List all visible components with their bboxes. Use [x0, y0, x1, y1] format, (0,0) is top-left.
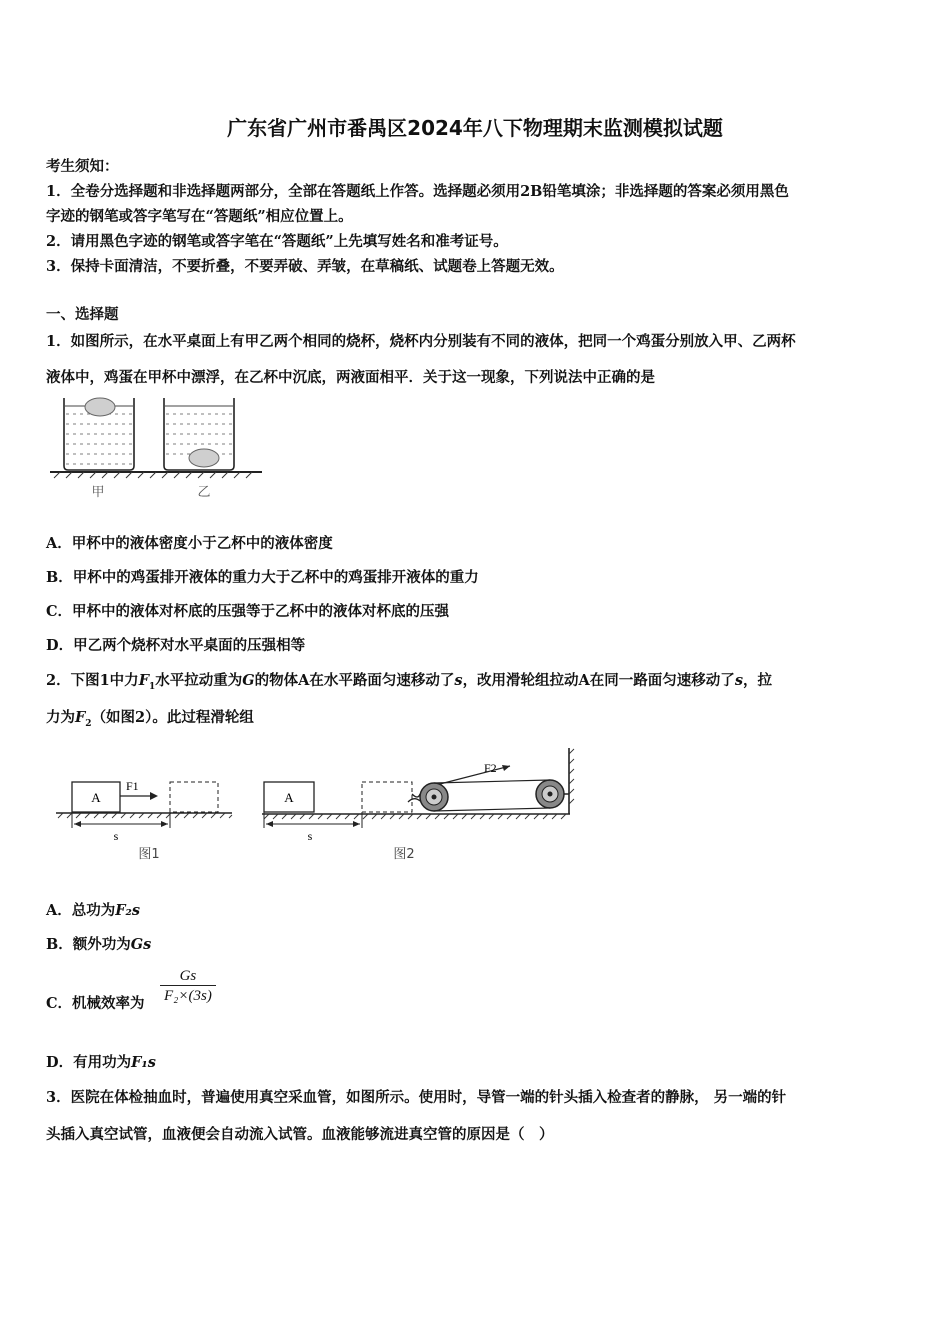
svg-text:F2: F2: [484, 761, 497, 775]
question-1-stem: 液体中，鸡蛋在甲杯中漂浮，在乙杯中沉底，两液面相平．关于这一现象，下列说法中正确的是: [46, 369, 655, 386]
section-heading: 一、选择题: [46, 306, 119, 323]
svg-text:A: A: [91, 790, 101, 805]
option-a: A．甲杯中的液体密度小于乙杯中的液体密度: [46, 535, 333, 552]
question-2-stem: 力为$F_2$（如图2）。此过程滑轮组: [46, 709, 254, 729]
option-d: D．甲乙两个烧杯对水平桌面的压强相等: [46, 637, 306, 654]
svg-text:s: s: [307, 829, 313, 843]
notice-item: 字迹的钢笔或答字笔写在“答题纸”相应位置上。: [46, 208, 353, 225]
page-title: 广东省广州市番禺区2024年八下物理期末监测模拟试题: [227, 116, 723, 140]
question-3-stem: 头插入真空试管，血液便会自动流入试管。血液能够流进真空管的原因是（ ）: [46, 1126, 554, 1143]
option-c: C．机械效率为: [46, 995, 145, 1012]
svg-text:A: A: [284, 790, 294, 805]
svg-text:F1: F1: [126, 779, 139, 793]
figure-2: [258, 744, 578, 866]
notice-item: 2．请用黑色字迹的钢笔或答字笔在“答题纸”上先填写姓名和准考证号。: [46, 233, 508, 250]
efficiency-fraction: $\frac{Gs}{\text{F₂×(3s)}}$: [160, 968, 216, 1005]
question-1-stem: 1．如图所示，在水平桌面上有甲乙两个相同的烧杯，烧杯内分别装有不同的液体，把同一个鸡蛋分别放入甲、乙两杯: [46, 333, 796, 350]
notice-heading: 考生须知：: [46, 158, 119, 175]
svg-text:图2: 图2: [393, 847, 415, 862]
label-yi: 乙: [197, 485, 211, 500]
question-3-stem: 3．医院在体检抽血时，普遍使用真空采血管，如图所示。使用时，导管一端的针头插入检查者的静脉， 另一端的针: [46, 1089, 787, 1106]
egg-sinking: [189, 449, 219, 467]
option-b: B．甲杯中的鸡蛋排开液体的重力大于乙杯中的鸡蛋排开液体的重力: [46, 569, 479, 586]
egg-floating: [85, 398, 115, 416]
option-c: C．甲杯中的液体对杯底的压强等于乙杯中的液体对杯底的压强: [46, 603, 450, 620]
label-jia: 甲: [91, 485, 105, 500]
beakers-figure: [46, 392, 266, 504]
notice-item: 1．全卷分选择题和非选择题两部分，全部在答题纸上作答。选择题必须用2B铅笔填涂；非选择题的答案必须用黑色: [46, 183, 789, 200]
notice-item: 3．保持卡面清洁，不要折叠，不要弄破、弄皱，在草稿纸、试题卷上答题无效。: [46, 258, 564, 275]
option-b: B．额外功为Gs: [46, 936, 152, 953]
svg-text:s: s: [113, 829, 119, 843]
figure-1: [54, 770, 244, 866]
svg-text:图1: 图1: [138, 847, 160, 862]
option-d: D．有用功为F₁s: [46, 1054, 156, 1071]
question-2-stem: 2．下图1中力$F_1$水平拉动重为G的物体A在水平路面匀速移动了s，改用滑轮组拉动A在同一路面匀速移动了s，拉: [46, 672, 772, 692]
option-a: A．总功为F₂s: [46, 902, 141, 919]
